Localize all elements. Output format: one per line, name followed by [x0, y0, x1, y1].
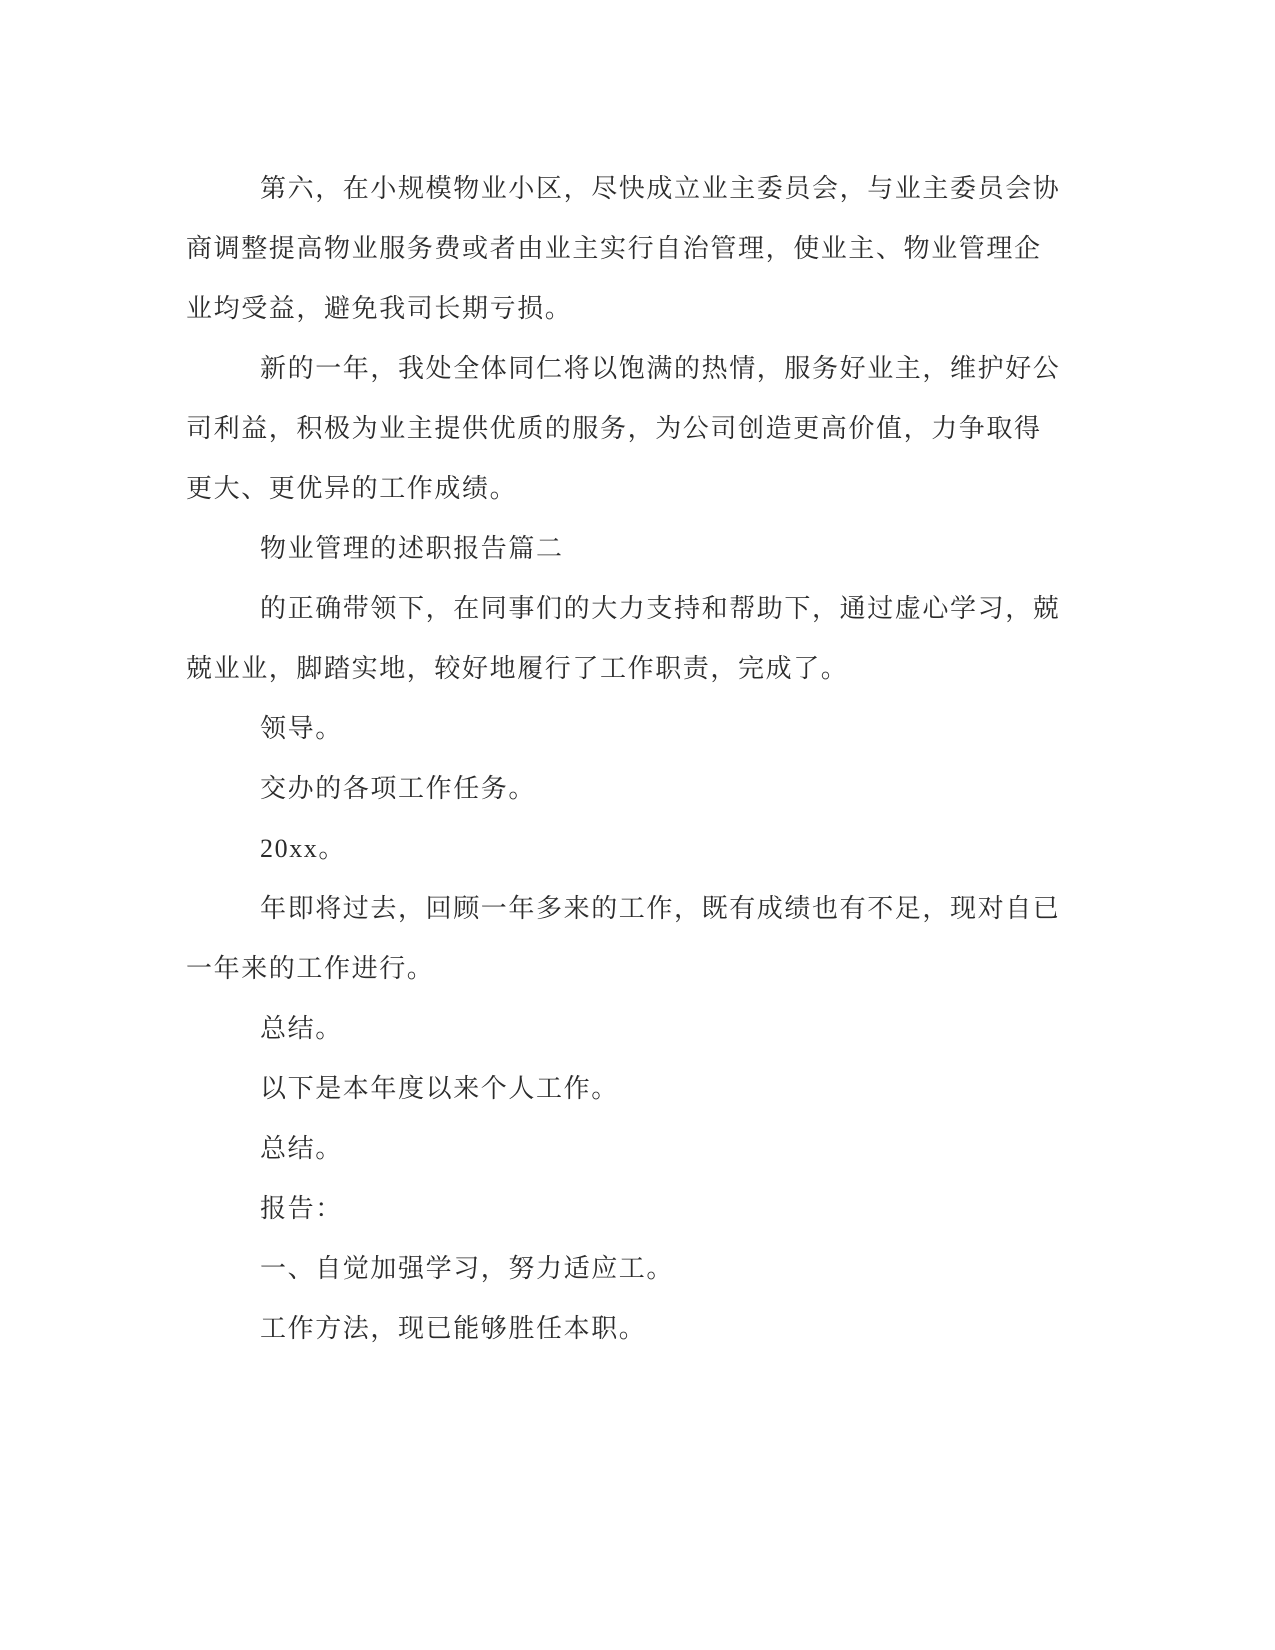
paragraph-short: 总结。 — [260, 1134, 343, 1164]
paragraph-work-method: 工作方法，现已能够胜任本职。 — [260, 1314, 647, 1344]
paragraph-short: 以下是本年度以来个人工作。 — [260, 1074, 619, 1104]
paragraph-year: 20xx。 — [260, 834, 346, 863]
list-item-first: 一、自觉加强学习，努力适应工。 — [260, 1254, 675, 1284]
paragraph-new-year-outlook: 新的一年，我处全体同仁将以饱满的热情，服务好业主，维护好公司利益，积极为业主提供优质的服务，为公司创造更高价值，力争取得更大、更优异的工作成绩。 — [186, 354, 1061, 504]
paragraph-leadership: 的正确带领下，在同事们的大力支持和帮助下，通过虚心学习，兢兢业业，脚踏实地，较好地履行了工作职责，完成了。 — [186, 594, 1061, 684]
paragraph-short: 交办的各项工作任务。 — [260, 774, 537, 804]
paragraph-year-review: 年即将过去，回顾一年多来的工作，既有成绩也有不足，现对自已一年来的工作进行。 — [186, 894, 1061, 984]
paragraph-sixth-measure: 第六，在小规模物业小区，尽快成立业主委员会，与业主委员会协商调整提高物业服务费或者由业主实行自治管理，使业主、物业管理企业均受益，避免我司长期亏损。 — [186, 174, 1061, 324]
section-heading: 物业管理的述职报告篇二 — [260, 534, 564, 564]
paragraph-short: 领导。 — [260, 714, 343, 744]
document-body — [186, 159, 1064, 1359]
paragraph-short: 总结。 — [260, 1014, 343, 1044]
paragraph-report-label: 报告： — [260, 1194, 343, 1224]
